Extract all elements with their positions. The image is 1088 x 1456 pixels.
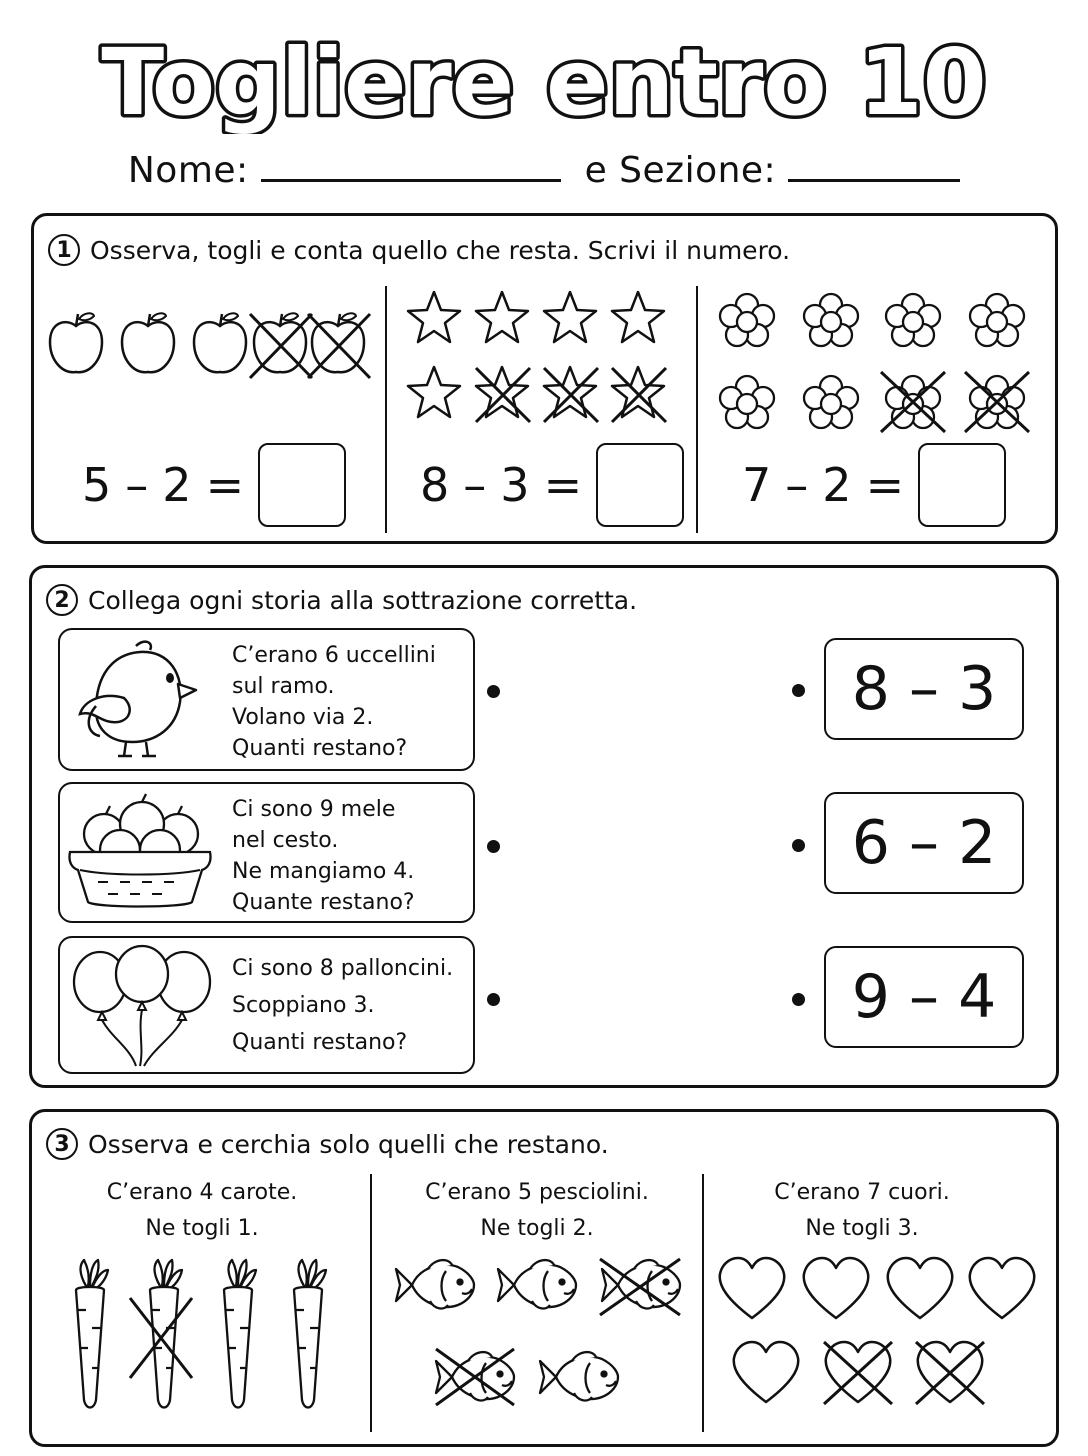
page-title-text: Togliere entro 10 bbox=[101, 29, 987, 134]
equation-3 bbox=[742, 443, 1006, 527]
equals-sign: = bbox=[865, 458, 905, 512]
flowers-group bbox=[717, 292, 1037, 442]
flower-icon bbox=[804, 376, 858, 428]
minuend: 5 bbox=[82, 458, 112, 512]
heart-icon bbox=[888, 1258, 952, 1318]
column-divider bbox=[696, 286, 698, 533]
answer-box[interactable] bbox=[918, 443, 1006, 527]
story-card bbox=[58, 936, 475, 1074]
minuend: 7 bbox=[742, 458, 772, 512]
flower-icon bbox=[804, 294, 858, 346]
name-label: Nome: bbox=[127, 150, 249, 191]
operation-box: 6 – 2 bbox=[824, 792, 1024, 894]
exercise-3 bbox=[29, 1109, 1059, 1447]
star-icon bbox=[612, 292, 664, 342]
equation-2 bbox=[420, 443, 684, 527]
bird-icon bbox=[74, 636, 204, 761]
exercise-1-instruction bbox=[48, 234, 790, 266]
subtrahend: 3 bbox=[500, 458, 530, 512]
connect-dot-right[interactable] bbox=[792, 839, 805, 852]
apple-icon bbox=[50, 313, 102, 372]
flower-icon bbox=[720, 294, 774, 346]
story-text: Ci sono 9 mele nel cesto. Ne mangiamo 4. Quante restano? bbox=[232, 797, 415, 915]
exercise-2-instruction bbox=[46, 584, 637, 616]
star-icon bbox=[544, 292, 596, 342]
page-title bbox=[0, 14, 1088, 134]
apples-group bbox=[48, 304, 378, 384]
operation-box: 8 – 3 bbox=[824, 638, 1024, 740]
story-text: Ci sono 8 palloncini. Scoppiano 3. Quanti restano? bbox=[232, 956, 454, 1055]
fish-icon bbox=[540, 1352, 618, 1400]
heart-icon bbox=[734, 1342, 798, 1402]
connect-dot-right[interactable] bbox=[792, 993, 805, 1006]
story-card bbox=[58, 628, 475, 771]
apple-icon bbox=[194, 313, 246, 372]
connect-dot-right[interactable] bbox=[792, 684, 805, 697]
fish-icon bbox=[396, 1260, 474, 1308]
flower-icon bbox=[970, 294, 1024, 346]
section-field[interactable] bbox=[788, 151, 960, 182]
fish-icon bbox=[498, 1260, 576, 1308]
connect-dot-left[interactable] bbox=[487, 993, 500, 1006]
section-label: e Sezione: bbox=[584, 150, 777, 191]
apple-basket-icon bbox=[68, 794, 213, 914]
carrot-icon bbox=[76, 1260, 108, 1408]
group-text: C’erano 7 cuori. Ne togli 3. bbox=[774, 1180, 950, 1241]
operation-box: 9 – 4 bbox=[824, 946, 1024, 1048]
column-divider bbox=[702, 1174, 704, 1432]
exercise-number-badge: 3 bbox=[46, 1128, 78, 1160]
group-text: C’erano 5 pesciolini. Ne togli 2. bbox=[425, 1180, 649, 1241]
answer-box[interactable] bbox=[258, 443, 346, 527]
equals-sign: = bbox=[543, 458, 583, 512]
exercise-number-badge: 2 bbox=[46, 584, 78, 616]
name-field[interactable] bbox=[261, 151, 561, 182]
fish-group bbox=[394, 1257, 689, 1407]
hearts-group bbox=[718, 1258, 1038, 1408]
star-icon bbox=[408, 292, 460, 342]
column-divider bbox=[385, 286, 387, 533]
connect-dot-left[interactable] bbox=[487, 685, 500, 698]
minus-sign: – bbox=[125, 458, 149, 512]
exercise-number-badge: 1 bbox=[48, 234, 80, 266]
exercise-1 bbox=[31, 213, 1058, 544]
carrot-icon bbox=[294, 1260, 326, 1408]
story-card bbox=[58, 782, 475, 923]
name-line bbox=[0, 150, 1088, 191]
subtrahend: 2 bbox=[162, 458, 192, 512]
equation-1 bbox=[82, 443, 346, 527]
minus-sign: – bbox=[463, 458, 487, 512]
balloons-icon bbox=[72, 948, 212, 1070]
column-divider bbox=[370, 1174, 372, 1432]
subtrahend: 2 bbox=[822, 458, 852, 512]
connect-dot-left[interactable] bbox=[487, 840, 500, 853]
minuend: 8 bbox=[420, 458, 450, 512]
instruction-text: Collega ogni storia alla sottrazione corretta. bbox=[88, 585, 638, 615]
carrot-icon bbox=[224, 1260, 256, 1408]
star-icon bbox=[408, 367, 460, 417]
story-text: C’erano 6 uccellini sul ramo. Volano via 2. Quanti restano? bbox=[232, 643, 436, 761]
flower-icon bbox=[720, 376, 774, 428]
heart-icon bbox=[804, 1258, 868, 1318]
instruction-text: Osserva, togli e conta quello che resta. Scrivi il numero. bbox=[90, 235, 791, 265]
group-text: C’erano 4 carote. Ne togli 1. bbox=[106, 1180, 298, 1241]
minus-sign: – bbox=[785, 458, 809, 512]
stars-group bbox=[406, 290, 681, 430]
instruction-text: Osserva e cerchia solo quelli che restano. bbox=[88, 1129, 609, 1159]
heart-icon bbox=[970, 1258, 1034, 1318]
exercise-3-instruction bbox=[46, 1128, 609, 1160]
star-icon bbox=[476, 292, 528, 342]
heart-icon bbox=[720, 1258, 784, 1318]
carrots-group bbox=[68, 1260, 338, 1435]
answer-box[interactable] bbox=[596, 443, 684, 527]
flower-icon bbox=[886, 294, 940, 346]
equals-sign: = bbox=[205, 458, 245, 512]
exercise-2 bbox=[29, 565, 1059, 1088]
apple-icon bbox=[122, 313, 174, 372]
